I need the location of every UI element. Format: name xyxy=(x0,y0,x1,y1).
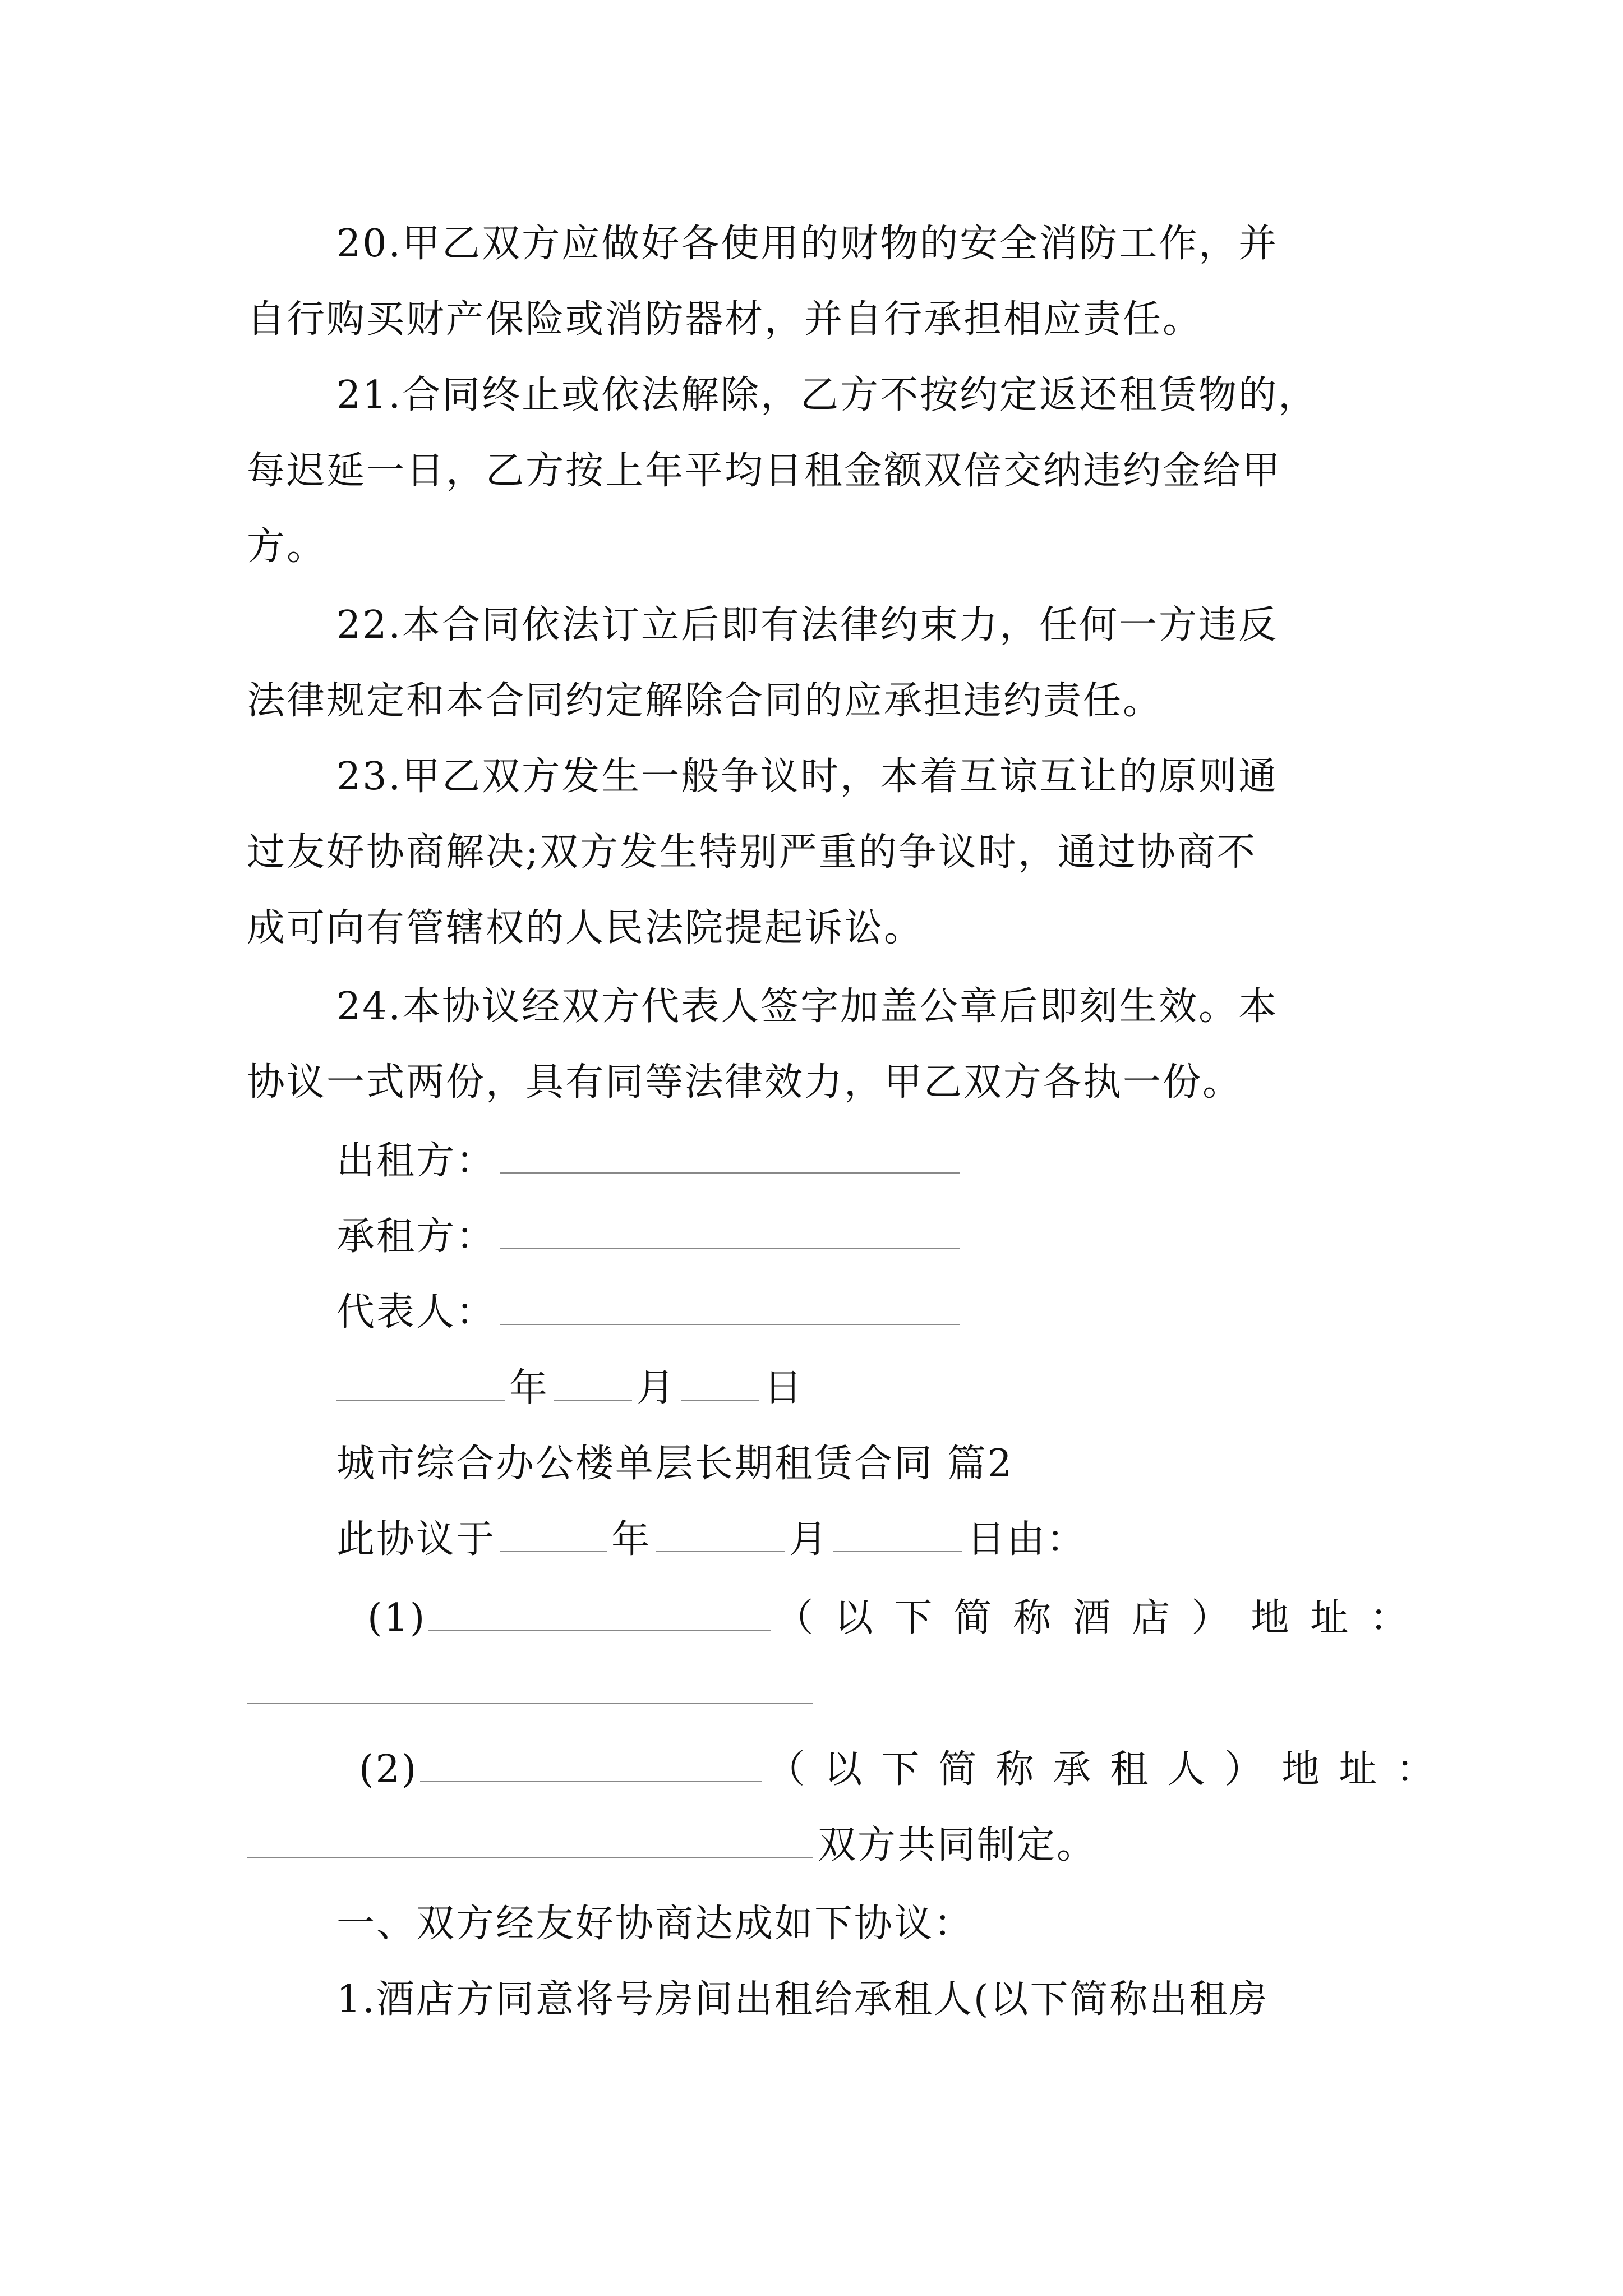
lessee-signature-blank[interactable] xyxy=(500,1213,960,1249)
party1-row xyxy=(367,1590,1430,1646)
item-1-line-1: 1.酒店方同意将号房间出租给承租人(以下简称出租房 xyxy=(336,1977,1269,2022)
intro-suffix: 日由： xyxy=(967,1517,1087,1562)
day-label: 日 xyxy=(764,1366,804,1410)
intro-day-blank[interactable] xyxy=(833,1516,962,1552)
month-label: 月 xyxy=(637,1366,677,1410)
intro-prefix: 此协议于 xyxy=(336,1517,496,1562)
clause-24-line-1: 24.本协议经双方代表人签字加盖公章后即刻生效。本 xyxy=(336,984,1279,1029)
party2-number: (2) xyxy=(359,1747,418,1792)
party1-number: (1) xyxy=(367,1596,427,1640)
intro-month-blank[interactable] xyxy=(656,1516,785,1552)
clause-22-line-1: 22.本合同依法订立后即有法律约束力，任何一方违反 xyxy=(336,603,1279,647)
jointly-made-text: 双方共同制定。 xyxy=(818,1823,1097,1867)
lessor-signature-blank[interactable] xyxy=(500,1138,960,1174)
party2-name-blank[interactable] xyxy=(420,1746,762,1782)
day-blank[interactable] xyxy=(681,1365,759,1401)
representative-label: 代表人： xyxy=(336,1290,496,1335)
intro-year-label: 年 xyxy=(611,1517,652,1562)
lessee-signature-row xyxy=(336,1209,965,1265)
party2-row xyxy=(359,1742,1454,1798)
intro-year-blank[interactable] xyxy=(500,1516,607,1552)
section-1-heading: 一、双方经友好协商达成如下协议： xyxy=(336,1902,974,1946)
part2-title: 城市综合办公楼单层长期租赁合同 篇2 xyxy=(336,1442,1013,1486)
party2-address-blank[interactable] xyxy=(247,1822,813,1858)
lessee-label: 承租方： xyxy=(336,1214,496,1259)
clause-22-line-2: 法律规定和本合同约定解除合同的应承担违约责任。 xyxy=(247,679,1163,723)
month-blank[interactable] xyxy=(554,1365,632,1401)
clause-23-line-3: 成可向有管辖权的人民法院提起诉讼。 xyxy=(247,906,924,950)
clause-23-line-1: 23.甲乙双方发生一般争议时，本着互谅互让的原则通 xyxy=(336,754,1279,799)
agreement-date-row xyxy=(336,1512,1086,1568)
intro-month-label: 月 xyxy=(789,1517,829,1562)
lessor-label: 出租方： xyxy=(336,1139,496,1183)
party1-name-blank[interactable] xyxy=(428,1595,771,1631)
representative-signature-row xyxy=(336,1285,965,1341)
clause-20-line-1: 20.甲乙双方应做好各使用的财物的安全消防工作，并 xyxy=(336,222,1279,266)
party1-description: （以下简称酒店）地址： xyxy=(775,1596,1430,1640)
year-blank[interactable] xyxy=(336,1365,505,1401)
signing-date-row xyxy=(336,1360,804,1416)
clause-21-line-2: 每迟延一日，乙方按上年平均日租金额双倍交纳违约金给甲 xyxy=(247,449,1283,493)
clause-21-line-1: 21.合同终止或依法解除，乙方不按约定返还租赁物的， xyxy=(336,373,1318,417)
clause-21-line-3: 方。 xyxy=(247,524,327,569)
lessor-signature-row xyxy=(336,1133,965,1189)
representative-signature-blank[interactable] xyxy=(500,1289,960,1325)
party1-address-blank[interactable] xyxy=(247,1703,813,1704)
party2-description: （以下简称承租人）地址： xyxy=(767,1747,1454,1792)
year-label: 年 xyxy=(509,1366,550,1410)
clause-20-line-2: 自行购买财产保险或消防器材，并自行承担相应责任。 xyxy=(247,297,1203,342)
clause-24-line-2: 协议一式两份，具有同等法律效力，甲乙双方各执一份。 xyxy=(247,1060,1243,1105)
clause-23-line-2: 过友好协商解决;双方发生特别严重的争议时，通过协商不 xyxy=(247,830,1257,875)
party2-address-row xyxy=(247,1818,1096,1874)
